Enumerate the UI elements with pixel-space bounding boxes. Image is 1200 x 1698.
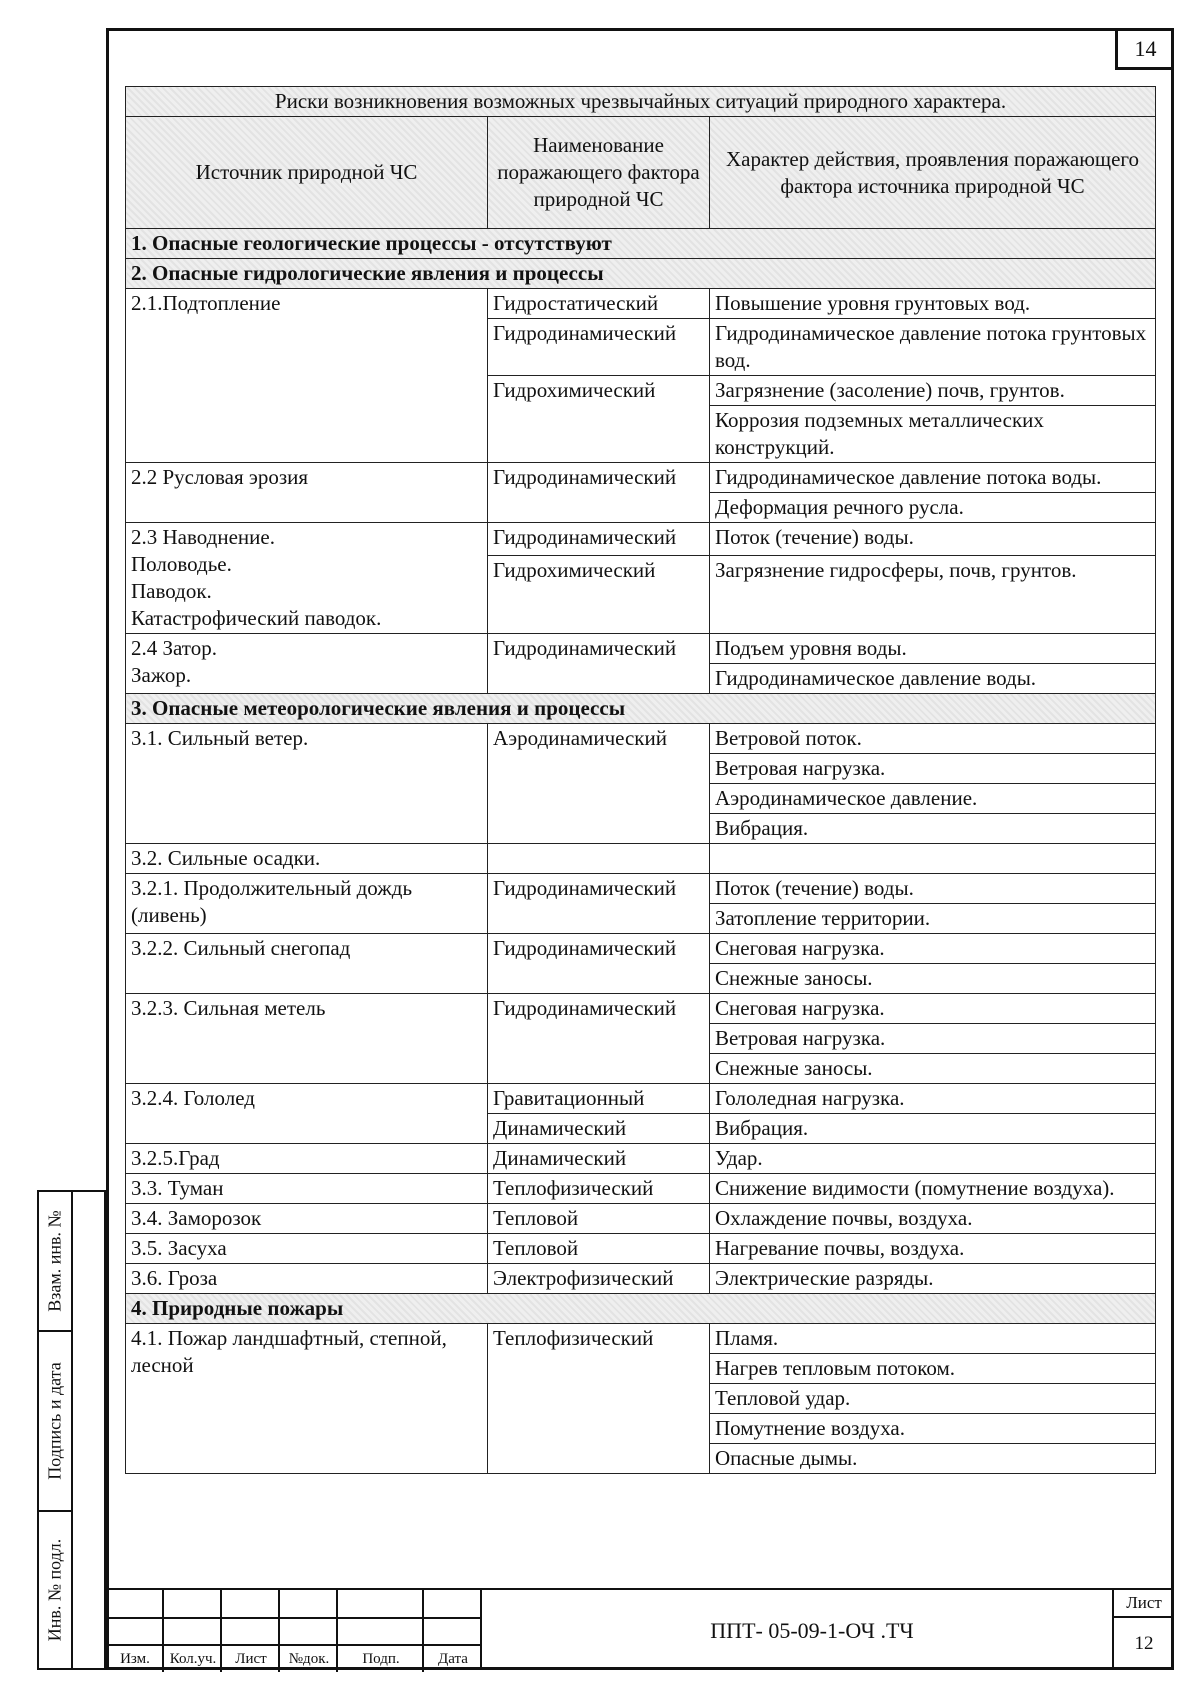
effect-cell: Охлаждение почвы, воздуха. [710, 1204, 1156, 1234]
table-title: Риски возникновения возможных чрезвычайных ситуаций природного характера. [126, 87, 1156, 117]
factor-cell: Динамический [488, 1144, 710, 1174]
effect-cell: Нагрев тепловым потоком. [710, 1354, 1156, 1384]
label-izm: Изм. [120, 1651, 150, 1667]
effect-cell: Вибрация. [710, 814, 1156, 844]
source-cell: 2.2 Русловая эрозия [126, 463, 488, 523]
effect-cell: Загрязнение (засоление) почв, грунтов. [710, 376, 1156, 406]
factor-cell: Тепловой [488, 1204, 710, 1234]
section-row [126, 229, 1156, 259]
effect-cell: Снежные заносы. [710, 1054, 1156, 1084]
table-row [126, 994, 1156, 1024]
factor-cell: Гидродинамический [488, 994, 710, 1084]
effect-cell: Гололедная нагрузка. [710, 1084, 1156, 1114]
source-cell: 3.2.2. Сильный снегопад [126, 934, 488, 994]
effect-cell-empty [710, 844, 1156, 874]
source-cell: 3.5. Засуха [126, 1234, 488, 1264]
effect-cell: Аэродинамическое давление. [710, 784, 1156, 814]
source-cell: 3.2.5.Град [126, 1144, 488, 1174]
table-row [126, 463, 1156, 493]
factor-cell: Гидрохимический [488, 376, 710, 463]
table-row [126, 724, 1156, 754]
label-ndok: №док. [288, 1651, 330, 1667]
factor-cell: Гидрохимический [488, 556, 710, 634]
sheet-number: 12 [1134, 1633, 1154, 1654]
factor-cell: Аэродинамический [488, 724, 710, 844]
effect-cell: Затопление территории. [710, 904, 1156, 934]
table-row [126, 1264, 1156, 1294]
effect-cell: Ветровая нагрузка. [710, 1024, 1156, 1054]
side-stamp-labels [39, 1192, 73, 1668]
table-row [126, 844, 1156, 874]
side-cell-orig-inv [39, 1512, 71, 1668]
label-podp: Подп. [362, 1651, 400, 1667]
table-row [126, 874, 1156, 904]
factor-cell: Гидродинамический [488, 319, 710, 376]
title-block [106, 1588, 1174, 1670]
label-koluch: Кол.уч. [169, 1651, 217, 1667]
risk-table [125, 86, 1156, 1474]
label-date: Дата [438, 1651, 468, 1667]
factor-cell-empty [488, 844, 710, 874]
sheet-box [1112, 1588, 1174, 1670]
source-cell: 2.1.Подтопление [126, 289, 488, 463]
document-code: ППТ- 05-09-1-ОЧ .ТЧ [482, 1588, 1142, 1670]
page-number: 14 [1115, 30, 1173, 70]
section-row [126, 259, 1156, 289]
source-cell: 3.6. Гроза [126, 1264, 488, 1294]
effect-cell: Нагревание почвы, воздуха. [710, 1234, 1156, 1264]
source-cell: 2.4 Затор. Зажор. [126, 634, 488, 694]
section-row [126, 1294, 1156, 1324]
source-cell: 2.3 Наводнение. Половодье. Паводок. Катастрофический паводок. [126, 523, 488, 634]
factor-cell: Динамический [488, 1114, 710, 1144]
sheet-label: Лист [1114, 1590, 1174, 1618]
table-header-row [126, 117, 1156, 229]
effect-cell: Опасные дымы. [710, 1444, 1156, 1474]
effect-cell: Деформация речного русла. [710, 493, 1156, 523]
source-cell: 4.1. Пожар ландшафтный, степной, лесной [126, 1324, 488, 1474]
table-row [126, 1084, 1156, 1114]
source-cell: 3.2. Сильные осадки. [126, 844, 488, 874]
effect-cell: Снижение видимости (помутнение воздуха). [710, 1174, 1156, 1204]
label-list: Лист [235, 1651, 267, 1667]
factor-cell: Теплофизический [488, 1324, 710, 1474]
effect-cell: Снежные заносы. [710, 964, 1156, 994]
effect-cell: Снеговая нагрузка. [710, 934, 1156, 964]
effect-cell: Вибрация. [710, 1114, 1156, 1144]
side-label-replace-inv: Взам. инв. № [44, 1210, 65, 1312]
effect-cell: Гидродинамическое давление потока грунтовых вод. [710, 319, 1156, 376]
side-label-orig-inv: Инв. № подл. [44, 1538, 65, 1642]
effect-cell: Снеговая нагрузка. [710, 994, 1156, 1024]
effect-cell: Электрические разряды. [710, 1264, 1156, 1294]
factor-cell: Гидродинамический [488, 934, 710, 994]
effect-cell: Коррозия подземных металлических конструкций. [710, 406, 1156, 463]
source-cell: 3.2.1. Продолжительный дождь (ливень) [126, 874, 488, 934]
effect-cell: Повышение уровня грунтовых вод. [710, 289, 1156, 319]
effect-cell: Поток (течение) воды. [710, 874, 1156, 904]
factor-cell: Теплофизический [488, 1174, 710, 1204]
section-geological: 1. Опасные геологические процессы - отсутствуют [126, 229, 1156, 259]
table-row [126, 934, 1156, 964]
factor-cell: Гравитационный [488, 1084, 710, 1114]
source-cell: 3.2.3. Сильная метель [126, 994, 488, 1084]
section-hydrological: 2. Опасные гидрологические явления и процессы [126, 259, 1156, 289]
effect-cell: Поток (течение) воды. [710, 523, 1156, 556]
effect-cell: Загрязнение гидросферы, почв, грунтов. [710, 556, 1156, 634]
effect-cell: Помутнение воздуха. [710, 1414, 1156, 1444]
section-meteorological: 3. Опасные метеорологические явления и процессы [126, 694, 1156, 724]
side-cell-signature-date [39, 1332, 71, 1512]
effect-cell: Гидродинамическое давление потока воды. [710, 463, 1156, 493]
section-row [126, 694, 1156, 724]
source-cell: 3.3. Туман [126, 1174, 488, 1204]
effect-cell: Ветровой поток. [710, 724, 1156, 754]
side-cell-replace-inv [39, 1192, 71, 1332]
effect-cell: Гидродинамическое давление воды. [710, 664, 1156, 694]
header-effect: Характер действия, проявления поражающего фактора источника природной ЧС [710, 117, 1156, 229]
source-cell: 3.1. Сильный ветер. [126, 724, 488, 844]
effect-cell: Подъем уровня воды. [710, 634, 1156, 664]
table-title-row [126, 87, 1156, 117]
revision-grid [106, 1588, 482, 1670]
table-row [126, 1234, 1156, 1264]
factor-cell: Гидродинамический [488, 523, 710, 556]
table-row [126, 1324, 1156, 1354]
effect-cell: Ветровая нагрузка. [710, 754, 1156, 784]
header-source: Источник природной ЧС [126, 117, 488, 229]
effect-cell: Удар. [710, 1144, 1156, 1174]
side-label-signature-date: Подпись и дата [44, 1362, 65, 1480]
effect-cell: Пламя. [710, 1324, 1156, 1354]
side-stamp [37, 1190, 106, 1670]
source-cell: 3.4. Заморозок [126, 1204, 488, 1234]
factor-cell: Тепловой [488, 1234, 710, 1264]
factor-cell: Гидродинамический [488, 463, 710, 523]
table-row [126, 1174, 1156, 1204]
table-row [126, 289, 1156, 319]
factor-cell: Гидродинамический [488, 634, 710, 694]
table-row [126, 523, 1156, 556]
factor-cell: Гидростатический [488, 289, 710, 319]
factor-cell: Электрофизический [488, 1264, 710, 1294]
factor-cell: Гидродинамический [488, 874, 710, 934]
effect-cell: Тепловой удар. [710, 1384, 1156, 1414]
section-fires: 4. Природные пожары [126, 1294, 1156, 1324]
table-row [126, 1204, 1156, 1234]
table-row [126, 634, 1156, 664]
source-cell: 3.2.4. Гололед [126, 1084, 488, 1144]
header-factor: Наименование поражающего фактора природной ЧС [488, 117, 710, 229]
table-row [126, 1144, 1156, 1174]
